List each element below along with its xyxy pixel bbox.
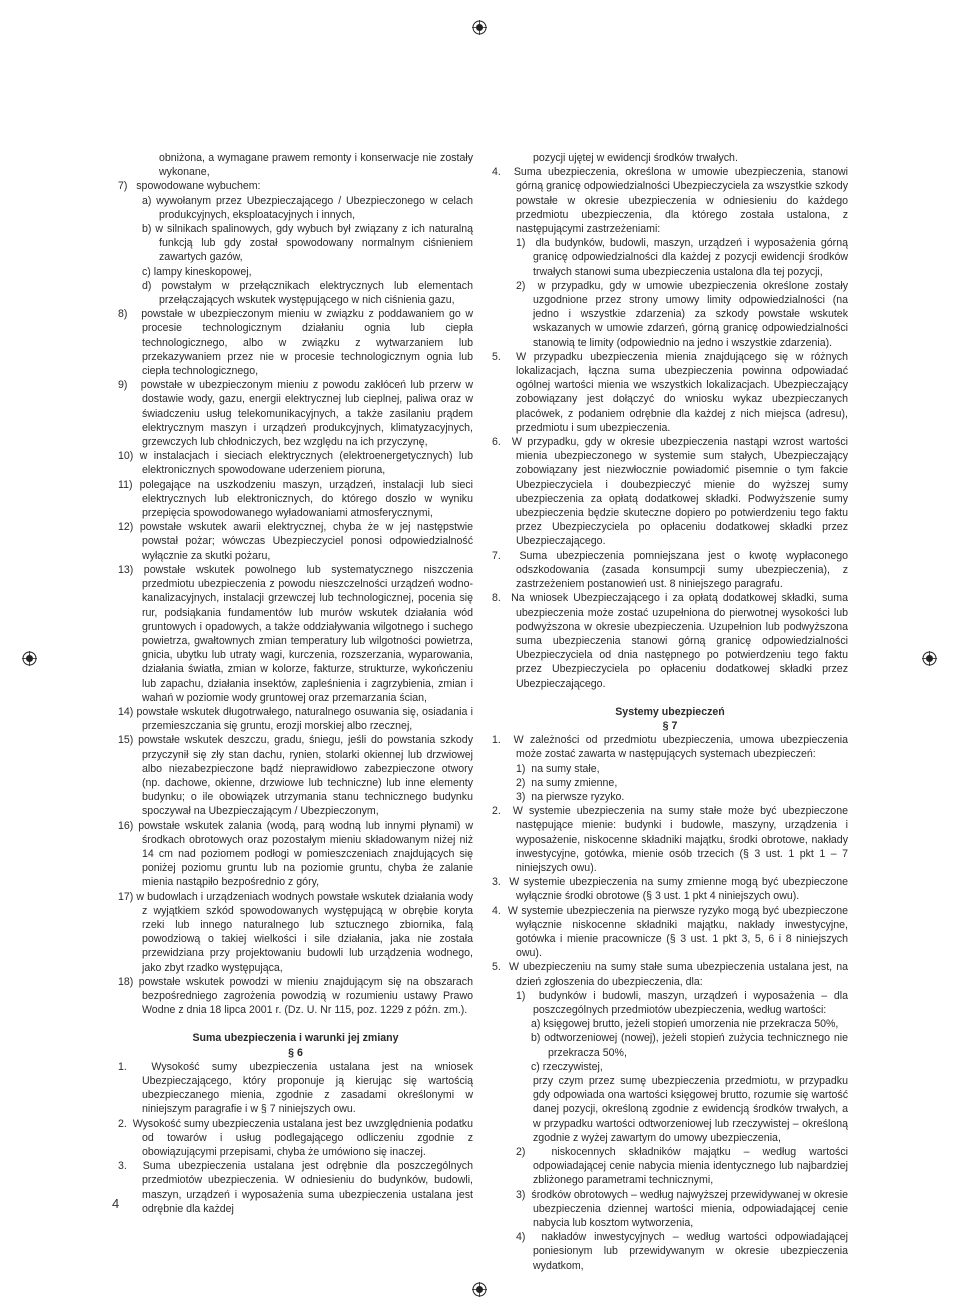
paragraph: 15) powstałe wskutek deszczu, gradu, śniegu, jeśli do powstania szkody przyczynił się zły stan dachu, rynien, stolarki okiennej lub drzwiowej albo niezabezpieczone bądź nieprawidłowo zabezpieczone otwory (np. dachowe, okienne, drzwiowe lub techniczne) lub inne elementy budynku; o ile obowiązek utrzymania stanu technicznego budynku spoczywał na Ubezpieczającym / Ubezpieczonym, bbox=[118, 734, 473, 818]
paragraph: obniżona, a wymagane prawem remonty i konserwacje nie zostały wykonane, bbox=[159, 152, 473, 179]
left-column bbox=[118, 151, 473, 1216]
registration-mark-icon bbox=[472, 1282, 487, 1297]
paragraph: 3) na pierwsze ryzyko. bbox=[516, 790, 625, 803]
exclusions-list bbox=[118, 151, 473, 1017]
paragraph: 1) budynków i budowli, maszyn, urządzeń i wyposażenia – dla poszczególnych przedmiotów ubezpieczenia, według wartości: bbox=[516, 989, 848, 1016]
paragraph: d) powstałym w przełącznikach elektrycznych lub elementach przełączających wskutek występującego w nich ciśnienia gazu, bbox=[142, 279, 473, 307]
section-7-list bbox=[492, 733, 848, 1273]
registration-mark-icon bbox=[922, 651, 937, 666]
paragraph: a) wywołanym przez Ubezpieczającego / Ubezpieczonego w celach produkcyjnych, eksploatacyjnych i innych, bbox=[142, 194, 473, 221]
paragraph: 11) polegające na uszkodzeniu maszyn, urządzeń, instalacji lub sieci elektrycznych lub elektronicznych, do którego doszło w wyniku przepięcia spowodowanego wyładowaniami atmosferycznymi, bbox=[118, 478, 473, 520]
paragraph: 7) spowodowane wybuchem: bbox=[118, 180, 261, 193]
registration-mark-icon bbox=[472, 20, 487, 35]
page-number: 4 bbox=[112, 1196, 120, 1211]
section-6-continued-list bbox=[492, 151, 848, 691]
paragraph: 8. Na wniosek Ubezpieczającego i za opłatą dodatkowej składki, suma ubezpieczenia może zostać uzupełniona do pierwotnej wysokości lub podwyższona w okresie ubezpieczenia. Uzupełnion lub podwyższona suma ubezpieczenia stanowi górną granicę odpowiedzialności Ubezpieczyciela od dnia następnego po potwierdzeniu tego faktu przez Ubezpieczyciela po opłaceniu dodatkowej składki przez Ubezpieczającego. bbox=[492, 592, 848, 690]
paragraph: 2) w przypadku, gdy w umowie ubezpieczenia określone zostały uzgodnione przez strony umowy limity odpowiedzialności (na jedno i wszystkie zdarzenia) za szkody powstałe wskutek wskazanych w umowie zdarzeń, górną granicę odpowiedzialności stanowią te limity (odpowiednio na jedno i wszystkie zdarzenia). bbox=[516, 279, 848, 349]
paragraph: 3. W systemie ubezpieczenia na sumy zmienne mogą być ubezpieczone wyłącznie środki obrotowe (§ 3 ust. 1 pkt 4 niniejszych owu). bbox=[492, 876, 848, 903]
paragraph: 6. W przypadku, gdy w okresie ubezpieczenia nastąpi wzrost wartości mienia ubezpieczonego w systemie sum stałych, Ubezpieczający zobowiązany jest niezwłocznie powiadomić pisemnie o tym fakcie Ubezpieczyciela i doubezpieczyć mienie do wyższej sumy ubezpieczenia za opłatą dodatkowej składki. Podwyższenie sumy ubezpieczenia będzie skuteczne dopiero po potwierdzeniu tego faktu przez Ubezpieczyciela po opłaceniu dodatkowej składki przez Ubezpieczającego. bbox=[492, 436, 848, 548]
paragraph: przy czym przez sumę ubezpieczenia przedmiotu, w przypadku gdy odpowiada ona wartości księgowej brutto, rozumie się wartość danej pozycji, określoną zgodnie z ewidencją środków trwałych, a w przypadku wartości odtworzeniowej lub rzeczywistej – określoną zgodnie z wyżej zawartym do umowy ubezpieczenia, bbox=[533, 1075, 848, 1144]
paragraph: b) odtworzeniowej (nowej), jeżeli stopień zużycia technicznego nie przekracza 50%, bbox=[531, 1032, 848, 1059]
section-6-list bbox=[118, 1060, 473, 1216]
paragraph: c) rzeczywistej, bbox=[531, 1060, 603, 1073]
paragraph: 13) powstałe wskutek powolnego lub systematycznego niszczenia przedmiotu ubezpieczenia z powodu nieszczelności urządzeń wodno-kanalizacyjnych, instalacji grzewczej lub technologicznej, pocenia się rur, podsiąkania fundamentów lub murów wskutek działania wód gruntowych i opadowych, a także oddziaływania wilgotnego i suchego powietrza, gwałtownych zmian temperatury lub wilgotności powietrza, gnicia, ubytku lub utraty wagi, kurczenia, rozszerzania, wyparowania, działania światła, zmian w kolorze, fakturze, strukturze, wykończeniu lub zapachu, działania insektów, zapleśnienia i zagrzybienia, zmian i wahań w poziomie wody gruntowej oraz przemarzania ścian, bbox=[118, 563, 473, 704]
paragraph: 1) dla budynków, budowli, maszyn, urządzeń i wyposażenia górną granicę odpowiedzialności dla każdej z pozycji ewidencji środków trwałych stanowi suma ubezpieczenia ustalona dla tej pozycji, bbox=[516, 237, 848, 278]
paragraph: 4) nakładów inwestycyjnych – według wartości odpowiadającej poniesionym lub przewidywanym w okresie ubezpieczenia wydatkom, bbox=[516, 1231, 848, 1272]
paragraph: 2. W systemie ubezpieczenia na sumy stałe może być ubezpieczone następujące mienie: budynki i budowle, maszyny, urządzenia i wyposażenie, niskocenne składniki majątku, środki obrotowe, nakłady inwestycyjne, gotówka, mienie osób trzecich (§ 3 ust. 1 pkt 1 – 7 niniejszych owu). bbox=[492, 805, 848, 874]
paragraph: pozycji ujętej w ewidencji środków trwałych. bbox=[533, 152, 738, 164]
right-column bbox=[492, 151, 848, 1273]
paragraph: 2) na sumy zmienne, bbox=[516, 776, 618, 789]
paragraph: 5. W przypadku ubezpieczenia mienia znajdującego się w różnych lokalizacjach, łączna suma ubezpieczenia powinna odpowiadać ogólnej wartości mienia we wszystkich lokalizacjach. Ubezpieczający zobowiązany jest dołączyć do wniosku wykaz ubezpieczanych placówek, z podaniem odrębnie dla każdej z nich miejsca (adresu), przedmiotu i sum ubezpieczenia. bbox=[492, 350, 848, 434]
registration-mark-icon bbox=[22, 651, 37, 666]
paragraph: 1) na sumy stałe, bbox=[516, 762, 600, 775]
paragraph: c) lampy kineskopowej, bbox=[142, 265, 252, 278]
paragraph: 7. Suma ubezpieczenia pomniejszana jest o kwotę wypłaconego odszkodowania (zasada konsumpcji sumy ubezpieczenia), z zastrzeżeniem postanowień ust. 8 niniejszego paragrafu. bbox=[492, 549, 848, 591]
paragraph: 12) powstałe wskutek awarii elektrycznej, chyba że w jej następstwie powstał pożar; wówczas Ubezpieczyciel ponosi odpowiedzialność wyłącznie za skutki pożaru, bbox=[118, 521, 473, 562]
paragraph: 1. Wysokość sumy ubezpieczenia ustalana jest na wniosek Ubezpieczającego, który proponuje ją kierując się wartością ubezpieczanego mienia, zgodnie z zasadami określonymi w niniejszym paragrafie i w § 7 niniejszych owu. bbox=[118, 1060, 473, 1116]
paragraph: 14) powstałe wskutek długotrwałego, naturalnego osuwania się, osiadania i przemieszczania się gruntu, erozji morskiej albo rzecznej, bbox=[118, 705, 473, 733]
paragraph: a) księgowej brutto, jeżeli stopień umorzenia nie przekracza 50%, bbox=[531, 1018, 839, 1031]
section-6-heading: Suma ubezpieczenia i warunki jej zmiany bbox=[192, 1032, 399, 1045]
paragraph: b) w silnikach spalinowych, gdy wybuch był związany z ich naturalną funkcją lub gdy został spowodowany normalnym ciśnieniem zawartych gazów, bbox=[142, 223, 473, 264]
paragraph: 2. Wysokość sumy ubezpieczenia ustalana jest bez uwzględnienia podatku od towarów i usług podlegającego odliczeniu zgodnie z obowiązującymi przepisami, chyba że umówiono się inaczej. bbox=[118, 1117, 473, 1159]
paragraph: 2) niskocennych składników majątku – według wartości odpowiadającej cenie nabycia mienia identycznego lub najbardziej zbliżonego parametrami technicznymi, bbox=[516, 1146, 848, 1187]
paragraph: 4. W systemie ubezpieczenia na pierwsze ryzyko mogą być ubezpieczone wyłącznie niskocenne składniki majątku, nakłady inwestycyjne, gotówka i mienie pracownicze (§ 3 ust. 1 pkt 3, 5, 6 i 8 niniejszych owu). bbox=[492, 904, 848, 960]
section-6-number: § 6 bbox=[288, 1046, 303, 1059]
paragraph: 8) powstałe w ubezpieczonym mieniu w związku z poddawaniem go w procesie technologicznym działaniu ognia lub ciepła technologicznego, albo w związku z wytwarzaniem lub przekazywaniem przez nie w procesie technologicznym ognia lub ciepła technologicznego, bbox=[118, 308, 473, 378]
paragraph: 10) w instalacjach i sieciach elektrycznych (elektroenergetycznych) lub elektronicznych spowodowane uderzeniem pioruna, bbox=[118, 450, 473, 477]
paragraph: 16) powstałe wskutek zalania (wodą, parą wodną lub innymi płynami) w środkach obrotowych oraz pozostałym mieniu składowanym niżej niż 14 cm nad poziomem podłogi w pomieszczeniach znajdujących się poniżej poziomu gruntu lub na poziomie gruntu, chyba że zalanie mienia nastąpiło bezpośrednio z góry, bbox=[118, 819, 473, 889]
paragraph: 3. Suma ubezpieczenia ustalana jest odrębnie dla poszczególnych przedmiotów ubezpieczenia. W odniesieniu do budynków, budowli, maszyn, urządzeń i wyposażenia suma ubezpieczenia ustalana jest odrębnie dla każdej bbox=[118, 1160, 473, 1215]
paragraph: 4. Suma ubezpieczenia, określona w umowie ubezpieczenia, stanowi górną granicę odpowiedzialności Ubezpieczyciela za wszystkie szkody powstałe w okresie ubezpieczenia w odniesieniu do każdego przedmiotu ubezpieczenia, dla którego została ustalona, z następującymi zastrzeżeniami: bbox=[492, 166, 848, 236]
paragraph: 1. W zależności od przedmiotu ubezpieczenia, umowa ubezpieczenia może zostać zawarta w następujących systemach ubezpieczeń: bbox=[492, 734, 848, 761]
paragraph: 17) w budowlach i urządzeniach wodnych powstałe wskutek działania wody z wyjątkiem szkód spowodowanych występującą w obrębie koryta rzeki lub innego naturalnego lub sztucznego zbiornika, falą powodziową o takiej wielkości i sile działania, jaka nie została przewidziana przy projektowaniu budowli lub urządzenia wodnego, jako zbyt rzadko występująca, bbox=[118, 890, 473, 974]
paragraph: 18) powstałe wskutek powodzi w mieniu znajdującym się na obszarach bezpośredniego zagrożenia powodzią w rozumieniu ustawy Prawo Wodne z dnia 18 lipca 2001 r. (Dz. U. Nr 115, poz. 1229 z późn. zm.). bbox=[118, 975, 473, 1017]
section-7-number: § 7 bbox=[662, 719, 678, 732]
paragraph: 9) powstałe w ubezpieczonym mieniu z powodu zakłóceń lub przerw w dostawie wody, gazu, energii elektrycznej lub cieplnej, paliwa oraz w świadczeniu usług telekomunikacyjnych, a także zasilaniu prądem elektrycznym maszyn i urządzeń produkcyjnych, klimatyzacyjnych, grzewczych lub chłodniczych, bez względu na ich przyczynę, bbox=[118, 379, 473, 449]
paragraph: 5. W ubezpieczeniu na sumy stałe suma ubezpieczenia ustalana jest, na dzień zgłoszenia do ubezpieczenia, dla: bbox=[492, 961, 848, 988]
section-7-heading: Systemy ubezpieczeń bbox=[615, 705, 725, 718]
paragraph: 3) środków obrotowych – według najwyższej przewidywanej w okresie ubezpieczenia dziennej wartości mienia, odpowiadającej cenie nabycia lub kosztom wytworzenia, bbox=[516, 1188, 848, 1230]
